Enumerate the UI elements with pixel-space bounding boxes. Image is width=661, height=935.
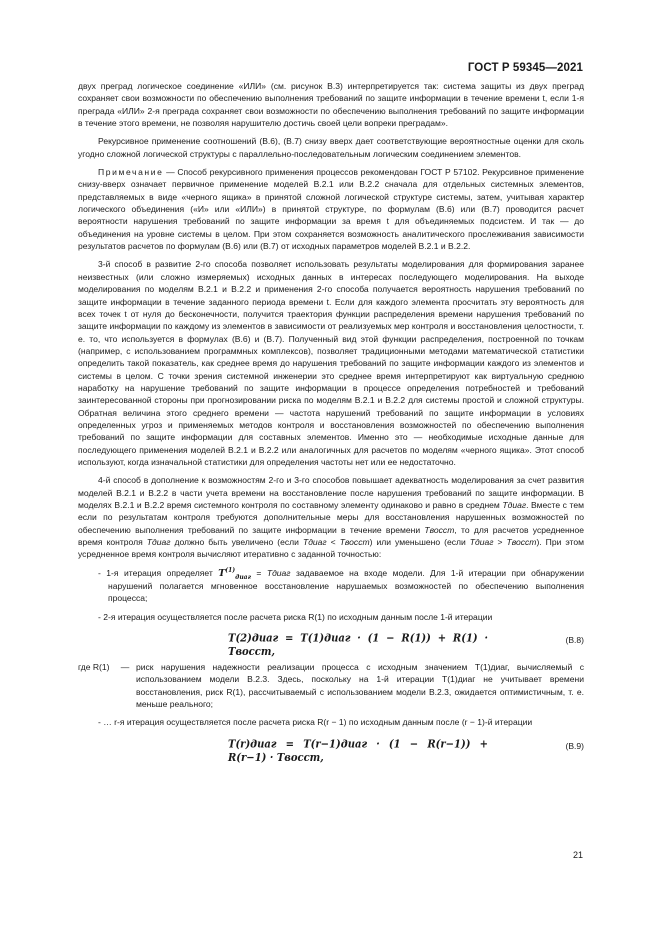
symbol-t1-diag: $T^{(1)}_{диаг}$	[218, 566, 251, 581]
where-term: где R(1)	[78, 662, 110, 673]
iteration-2: - 2-я итерация осуществляется после расчета риска R(1) по исходным данным после 1-й итерации	[98, 611, 493, 622]
document-body	[78, 80, 584, 767]
page-number: 21	[572, 850, 583, 860]
iteration-1: - 1-я итерация определяет $T^{(1)}_{диаг}$ = Tдиаг задаваемое на входе модели. Для 1-й итерации при обнаружении нарушений полагается мгновенное восстановление нарушаемых возможностей по обеспечению выполнения процесса;	[98, 566, 584, 604]
symbol-t-diag: Tдиаг	[502, 500, 527, 510]
document-header: ГОСТ Р 59345—2021	[467, 62, 583, 74]
paragraph-method-4: 4-й способ в дополнение к возможностям 2-го и 3-го способов повышает адекватность моделирования за счет развития моделей В.2.1 и В.2.2 в части учета времени на восстановление после нарушения требований по защите информации. В моделях В.2.1 и В.2.2 время системного контроля по составному элементу одинаково и равно в среднем Tдиаг. Вместе с тем если по результатам контроля требуются дополнительные меры для восстановления нарушенных возможностей по обеспечению выполнения требований по защите информации в течение времени Tвосст, то для расчетов усредненное время контроля Tдиаг должно быть увеличено (если Tдиаг < Tвосст) или уменьшено (если Tдиаг > Tвосст). При этом усредненное время контроля вычисляют итеративно с заданной точностью:	[78, 475, 584, 560]
formula-b8-number: (В.8)	[565, 635, 584, 646]
paragraph-method-3: 3-й способ в развитие 2-го способа позволяет использовать результаты моделирования для формирования заранее неизвестных (или сложно измеряемых) исходных данных в интересах последующего моделирования. На выходе моделирования по моделям В.2.1 и В.2.2 и применения 2-го способа получается вероятность нарушения требований по защите информации в течение заданного периода времени t. Если для каждого элемента просчитать эту вероятность для всех точек t от нуля до бесконечности, получится траектория функции распределения времени нарушения требований по защите информации по каждому из элементов в зависимости от реализуемых мер контроля и восстановления целостности, т. е. то, что используется в формулах (В.6) и (В.7). Полученный вид этой функции распределения, построенной по точкам (например, с использованием программных комплексов), позволяет традиционными методами математической статистики определить такой показатель, как среднее время до нарушения требований по защите информации каждого из элементов и системы в целом. С точки зрения системной инженерии это среднее время интерпретируют как виртуальную среднюю наработку на нарушение требований по защите информации в процессе определения потребностей и требований заинтересованной стороны при прогнозировании риска по моделям В.2.1 и В.2.2 для системы простой и сложной структуры. Обратная величина этого среднего времени — частота нарушений требований по защите информации в условиях определенных угроз и применяемых методов контроля и восстановления возможностей по обеспечению выполнения требований по защите информации для составных элементов. Именно это — необходимые исходные данные для последующего применения моделей В.2.1 и В.2.2 или аналогичных для расчетов по моделям «черного ящика». Этот способ используют, когда изначальной статистики для определения частоты нет или ее недостаточно.	[78, 259, 584, 467]
formula-b9	[78, 735, 584, 765]
note-text: — Способ рекурсивного применения процессов рекомендован ГОСТ Р 57102. Рекурсивное применение снизу-вверх означает первичное применение моделей В.2.1 или В.2.2 сначала для отдельных системных элементов, представляемых в виде «черного ящика» в принятой сложной логической структуре системы, затем, учитывая характер логического объединения («И» или «ИЛИ») в принятой структуре, по формулам (В.6) или (В.7) проводится расчет вероятности нарушения требований по защите информации за время t для объединяемых подсистем. И так — до объединения на уровне системы в целом. При этом сохраняется возможность аналитического прослеживания зависимости результатов расчетов по формулам (В.6) или (В.7) от исходных параметров моделей В.2.1 и В.2.2.	[78, 167, 584, 252]
formula-b9-expression: T(r)диаг = T(r−1)диаг · (1 − R(r−1)) + R(r−1) · Tвосст,	[228, 738, 488, 765]
where-description: риск нарушения надежности реализации процесса с исходным значением T(1)диаг, вычисляемый с использованием модели В.2.3. Здесь, поскольку на 1-й итерации T(1)диаг не учитывает времени восстановления, риск R(1), рассчитываемый с использованием модели В.2.3, ожидается оптимистичным, т. е. меньше реального;	[136, 662, 584, 710]
symbol-t-vosst: Tвосст	[424, 524, 455, 535]
where-clause	[78, 661, 584, 710]
formula-b9-number: (В.9)	[565, 740, 584, 751]
iteration-r: - … r-я итерация осуществляется после расчета риска R(r − 1) по исходным данным после (r − 1)-й итерации	[98, 717, 533, 728]
note-paragraph	[78, 166, 584, 252]
note-label: Примечание	[98, 167, 164, 178]
paragraph-recursive: Рекурсивное применение соотношений (В.6), (В.7) снизу вверх дает соответствующие вероятностные оценки для сколь угодно сложной логической структуры с параллельно-последовательным логическим соединением элементов.	[78, 136, 584, 159]
formula-b8	[78, 629, 584, 659]
formula-b8-expression: T(2)диаг = T(1)диаг · (1 − R(1)) + R(1) · Tвосст,	[228, 632, 488, 659]
paragraph-or-gate: двух преград логическое соединение «ИЛИ» (см. рисунок В.3) интерпретируется так: система защиты из двух преград сохраняет свои возможности по обеспечению выполнения требований по защите информации в течение времени t, если 1-я преграда «ИЛИ» 2-я преграда сохраняет свои возможности по обеспечению выполнения требований по защите информации в течение этого времени, не позволяя нарушителю достичь своей цели вопреки преградам».	[78, 81, 584, 129]
where-dash: —	[120, 662, 130, 673]
